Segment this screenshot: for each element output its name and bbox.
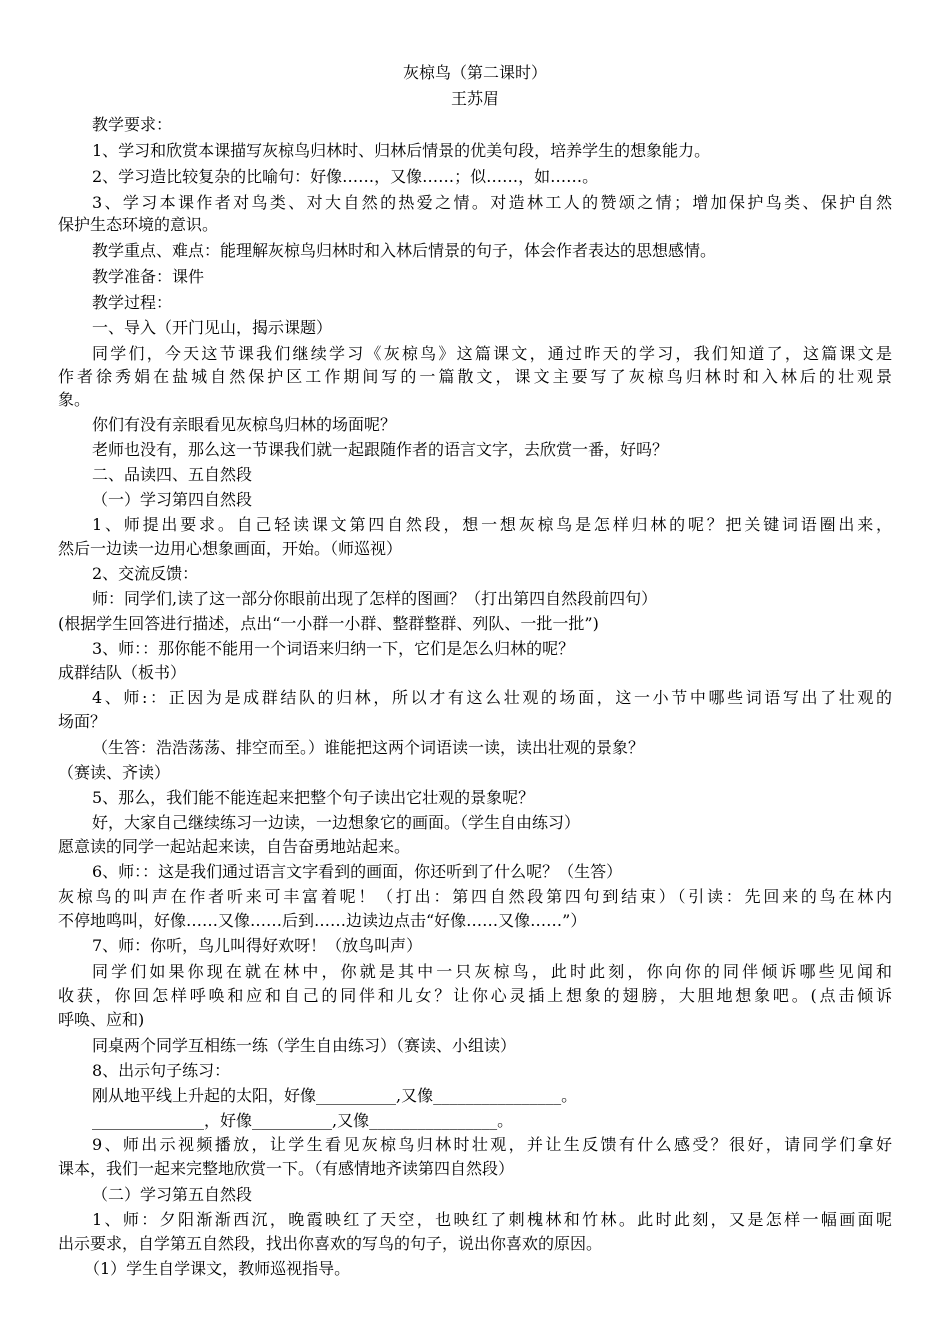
text-line: 7、师：你听，鸟儿叫得好欢呀！（放鸟叫声）: [92, 936, 423, 955]
text-line: 课本，我们一起来完整地欣赏一下。（有感情地齐读第四自然段）: [58, 1159, 515, 1178]
text-line: 场面？: [58, 712, 107, 731]
section-heading: （一）学习第四自然段: [92, 490, 253, 509]
text-line: （生答：浩浩荡荡、排空而至。）谁能把这两个词语读一读，读出壮观的景象？: [92, 738, 645, 757]
text-line: 作者徐秀娟在盐城自然保护区工作期间写的一篇散文，课文主要写了灰椋鸟归林时和入林后的壮观景: [58, 367, 892, 386]
text-line: 你们有没有亲眼看见灰椋鸟归林的场面呢？: [92, 415, 397, 434]
text-line: 保护生态环境的意识。: [58, 215, 219, 234]
text-line: 2、交流反馈：: [92, 564, 199, 583]
exercise-line: 刚从地平线上升起的太阳，好像__________,又像________________。: [92, 1086, 578, 1105]
text-line: 好，大家自己继续练习一边读，一边想象它的画面。（学生自由练习）: [92, 813, 581, 832]
text-line: 灰椋鸟的叫声在作者听来可丰富着呢！（打出：第四自然段第四句到结束）（引读：先回来的鸟在林内: [58, 887, 892, 906]
section-heading: 教学过程：: [92, 293, 173, 312]
text-line: 出示要求，自学第五自然段，找出你喜欢的写鸟的句子，说出你喜欢的原因。: [58, 1234, 603, 1253]
text-line: (根据学生回答进行描述，点出“一小群一小群、整群整群、列队、一批一批”): [58, 614, 599, 633]
section-heading: （二）学习第五自然段: [92, 1185, 253, 1204]
text-line: 象。: [58, 390, 91, 409]
text-line: 2、学习造比较复杂的比喻句：好像……，又像……；似……，如……。: [92, 167, 599, 186]
text-line: 教学重点、难点：能理解灰椋鸟归林时和入林后情景的句子，体会作者表达的思想感情。: [92, 241, 717, 260]
text-line: 同桌两个同学互相练一练（学生自由练习）（赛读、小组读）: [92, 1036, 517, 1055]
exercise-line: ______________，好像__________,又像________________。: [92, 1111, 514, 1130]
text-line: 同学们，今天这节课我们继续学习《灰椋鸟》这篇课文，通过昨天的学习，我们知道了，这篇课文是: [92, 344, 892, 363]
section-heading: 二、品读四、五自然段: [92, 465, 253, 484]
text-line: 教学准备：课件: [92, 267, 205, 286]
text-line: 8、出示句子练习：: [92, 1061, 231, 1080]
text-line: 不停地鸣叫，好像……又像……后到……边读边点击“好像……又像……”）: [58, 911, 587, 930]
document-title: 灰椋鸟（第二课时）: [402, 63, 547, 82]
text-line: 4、师:：正因为是成群结队的归林，所以才有这么壮观的场面，这一小节中哪些词语写出了壮观的: [92, 688, 892, 707]
section-heading: 一、导入（开门见山，揭示课题）: [92, 318, 333, 337]
text-line: 9、师出示视频播放，让学生看见灰椋鸟归林时壮观，并让生反馈有什么感受？很好，请同学们拿好: [92, 1135, 892, 1154]
text-line: 老师也没有，那么这一节课我们就一起跟随作者的语言文字，去欣赏一番，好吗？: [92, 440, 669, 459]
text-line: （赛读、齐读）: [58, 763, 171, 782]
text-line: 1、学习和欣赏本课描写灰椋鸟归林时、归林后情景的优美句段，培养学生的想象能力。: [92, 141, 711, 160]
text-line: 呼唤、应和): [58, 1010, 145, 1029]
text-line: 1、师：夕阳渐渐西沉，晚霞映红了天空，也映红了刺槐林和竹林。此时此刻，又是怎样一幅画面呢: [92, 1210, 892, 1229]
text-line: （1）学生自学课文，教师巡视指导。: [84, 1259, 351, 1278]
text-line: 收获，你回怎样呼唤和应和自己的同伴和儿女？让你心灵插上想象的翅膀，大胆地想象吧。(点击倾诉: [58, 986, 892, 1005]
section-heading: 教学要求：: [92, 115, 173, 134]
text-line: 然后一边读一边用心想象画面，开始。（师巡视）: [58, 539, 403, 558]
document-author: 王苏眉: [450, 89, 499, 108]
text-line: 同学们如果你现在就在林中，你就是其中一只灰椋鸟，此时此刻，你向你的同伴倾诉哪些见闻和: [92, 962, 892, 981]
text-line: 成群结队（板书）: [58, 663, 187, 682]
text-line: 1、师提出要求。自己轻读课文第四自然段，想一想灰椋鸟是怎样归林的呢？把关键词语圈出来，: [92, 515, 892, 534]
text-line: 3、师：：那你能不能用一个词语来归纳一下，它们是怎么归林的呢？: [92, 639, 575, 658]
text-line: 3、学习本课作者对鸟类、对大自然的热爱之情。对造林工人的赞颂之情；增加保护鸟类、保护自然: [92, 193, 892, 212]
text-line: 愿意读的同学一起站起来读，自告奋勇地站起来。: [58, 837, 411, 856]
text-line: 师：同学们,读了这一部分你眼前出现了怎样的图画？（打出第四自然段前四句）: [92, 589, 658, 608]
text-line: 5、那么，我们能不能连起来把整个句子读出它壮观的景象呢？: [92, 788, 535, 807]
text-line: 6、师：：这是我们通过语言文字看到的画面，你还听到了什么呢？（生答）: [92, 862, 623, 881]
